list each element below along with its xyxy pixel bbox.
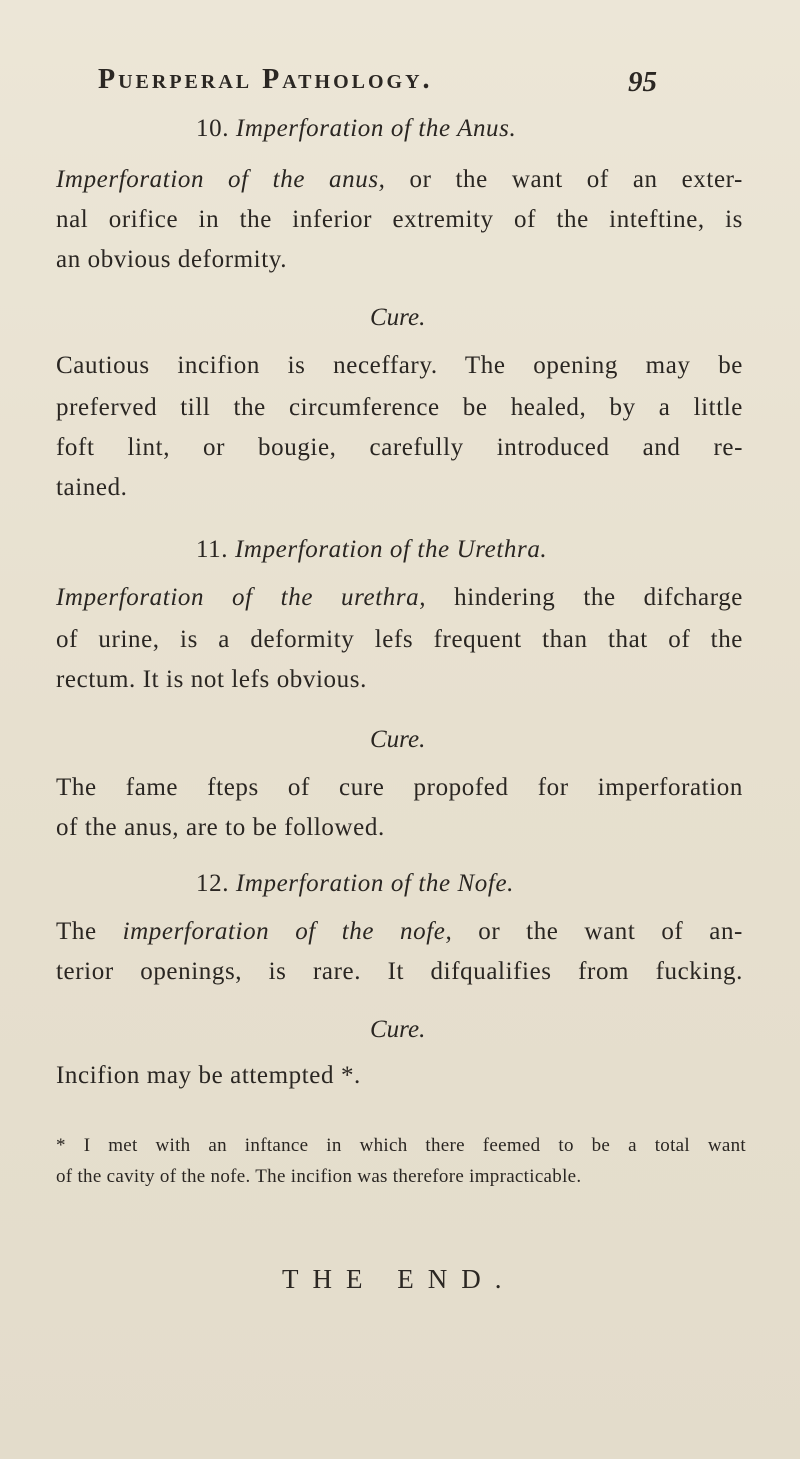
cure-heading-10: Cure.	[370, 304, 426, 331]
section-heading-11: 11. Imperforation of the Urethra.	[196, 536, 548, 563]
cure-10-line-3: foft lint, or bougie, carefully introduced and re-	[56, 434, 743, 461]
page-number: 95	[628, 66, 657, 98]
cure-11-line-2: of the anus, are to be followed.	[56, 814, 385, 841]
section-12-para-line-2: terior openings, is rare. It difqualifies from fucking.	[56, 958, 743, 985]
the-end: THE END.	[282, 1264, 516, 1294]
section-10-para-line-2: nal orifice in the inferior extremity of the inteftine, is	[56, 206, 743, 233]
section-11-para-line-1: Imperforation of the urethra, hindering the difcharge	[56, 584, 743, 611]
section-10-para-line-1: Imperforation of the anus, or the want of an exter-	[56, 166, 743, 193]
cure-10-line-1: Cautious incifion is neceffary. The opening may be	[56, 352, 743, 379]
cure-12-line-1: Incifion may be attempted *.	[56, 1062, 361, 1089]
cure-11-line-1: The fame fteps of cure propofed for imperforation	[56, 774, 743, 801]
cure-heading-11: Cure.	[370, 726, 426, 753]
cure-10-line-4: tained.	[56, 474, 128, 501]
footnote-line-2: of the cavity of the nofe. The incifion was therefore impracticable.	[56, 1166, 582, 1187]
section-11-para-line-2: of urine, is a deformity lefs frequent than that of the	[56, 626, 743, 653]
section-11-para-line-3: rectum. It is not lefs obvious.	[56, 666, 367, 693]
cure-10-line-2: preferved till the circumference be healed, by a little	[56, 394, 743, 421]
footnote-line-1: * I met with an inftance in which there feemed to be a total want	[56, 1135, 746, 1156]
cure-heading-12: Cure.	[370, 1016, 426, 1043]
section-10-para-line-3: an obvious deformity.	[56, 246, 288, 273]
section-heading-12: 12. Imperforation of the Nofe.	[196, 870, 514, 897]
running-head-title: Puerperal Pathology.	[98, 64, 433, 95]
section-12-para-line-1: The imperforation of the nofe, or the want of an-	[56, 918, 743, 945]
section-heading-10: 10. Imperforation of the Anus.	[196, 115, 517, 142]
